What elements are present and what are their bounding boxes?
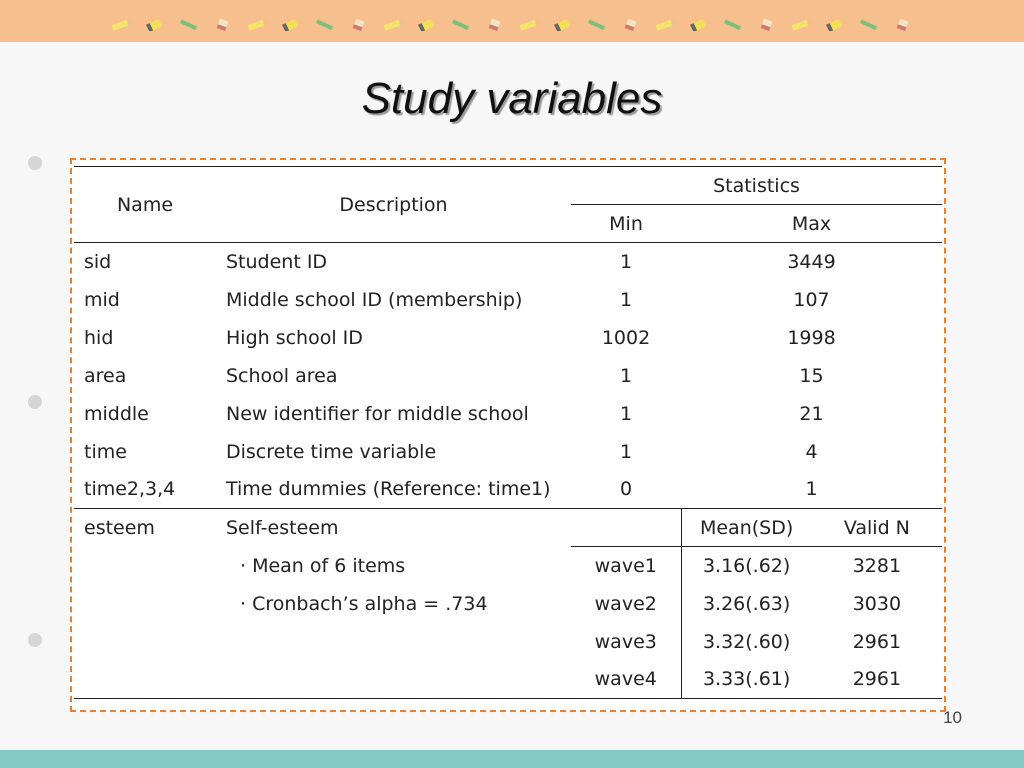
- page-number: 10: [943, 708, 962, 727]
- cell-mean-sd: 3.32(.60): [702, 630, 791, 653]
- table-row: [74, 281, 942, 319]
- header-name: Name: [116, 193, 174, 216]
- header-min: Min: [609, 212, 643, 235]
- pencil-icon: [789, 16, 813, 28]
- table-row: [74, 471, 942, 509]
- cell-valid-n: 3281: [852, 554, 902, 577]
- cell-description: Time dummies (Reference: time1): [226, 478, 551, 501]
- pencil-icon: [823, 16, 847, 28]
- pencil-icon: [891, 16, 915, 28]
- pencil-icon: [347, 16, 371, 28]
- pencil-icon: [449, 16, 473, 28]
- table-row: [74, 433, 942, 471]
- pencil-pattern: [109, 14, 915, 28]
- header-valid-n: Valid N: [843, 516, 910, 539]
- pencil-icon: [313, 16, 337, 28]
- wave-row: [74, 585, 942, 623]
- cell-max: 107: [793, 288, 830, 311]
- esteem-note: · Mean of 6 items: [240, 554, 406, 577]
- cell-max: 1: [805, 478, 818, 501]
- cell-mean-sd: 3.26(.63): [702, 592, 791, 615]
- cell-wave: wave4: [594, 668, 657, 691]
- pencil-icon: [279, 16, 303, 28]
- slide-title: Study variables: [361, 74, 663, 123]
- bullet-dot-icon: [28, 633, 42, 647]
- pencil-icon: [653, 16, 677, 28]
- pencil-icon: [687, 16, 711, 28]
- cell-min: 1: [619, 288, 633, 311]
- cell-description: Self-esteem: [226, 516, 339, 539]
- cell-wave: wave3: [594, 630, 657, 653]
- pencil-icon: [585, 16, 609, 28]
- pencil-icon: [517, 16, 541, 28]
- top-decorative-band: [0, 0, 1024, 42]
- esteem-header-row: [74, 509, 942, 547]
- cell-name: middle: [84, 402, 149, 425]
- cell-mean-sd: 3.33(.61): [702, 668, 791, 691]
- esteem-note: · Cronbach’s alpha = .734: [240, 592, 488, 615]
- cell-mean-sd: 3.16(.62): [702, 554, 791, 577]
- cell-name: hid: [84, 326, 114, 349]
- wave-row: [74, 547, 942, 585]
- cell-max: 1998: [787, 326, 836, 349]
- pencil-icon: [755, 16, 779, 28]
- bottom-decorative-band: [0, 750, 1024, 768]
- cell-description: Discrete time variable: [226, 440, 437, 463]
- cell-description: School area: [226, 364, 338, 387]
- cell-max: 15: [799, 364, 824, 387]
- pencil-icon: [483, 16, 507, 28]
- cell-max: 21: [799, 402, 824, 425]
- cell-name: esteem: [84, 516, 155, 539]
- cell-name: sid: [84, 250, 112, 273]
- pencil-icon: [143, 16, 167, 28]
- cell-min: 1002: [601, 326, 651, 349]
- cell-min: 1: [619, 440, 633, 463]
- cell-valid-n: 2961: [852, 668, 902, 691]
- pencil-icon: [619, 16, 643, 28]
- cell-max: 3449: [787, 250, 836, 273]
- pencil-icon: [551, 16, 575, 28]
- cell-valid-n: 2961: [852, 630, 902, 653]
- cell-name: time: [84, 440, 127, 463]
- cell-wave: wave2: [594, 592, 657, 615]
- cell-name: time2,3,4: [84, 478, 176, 501]
- pencil-icon: [721, 16, 745, 28]
- cell-min: 1: [619, 402, 633, 425]
- bullet-dot-icon: [28, 395, 42, 409]
- table-frame: [70, 158, 946, 712]
- cell-min: 0: [619, 478, 633, 501]
- cell-description: New identifier for middle school: [226, 402, 529, 425]
- table-row: [74, 395, 942, 433]
- cell-description: High school ID: [226, 326, 363, 349]
- cell-name: area: [84, 364, 127, 387]
- cell-name: mid: [84, 288, 120, 311]
- pencil-icon: [177, 16, 201, 28]
- cell-wave: wave1: [594, 554, 657, 577]
- header-description: Description: [339, 193, 448, 216]
- wave-row: [74, 623, 942, 661]
- header-statistics: Statistics: [571, 167, 942, 205]
- cell-min: 1: [619, 364, 633, 387]
- bullet-dot-icon: [28, 156, 42, 170]
- header-max: Max: [791, 212, 832, 235]
- wave-row: [74, 661, 942, 699]
- pencil-icon: [381, 16, 405, 28]
- cell-valid-n: 3030: [852, 592, 902, 615]
- pencil-icon: [857, 16, 881, 28]
- table-row: [74, 357, 942, 395]
- cell-max: 4: [805, 440, 818, 463]
- pencil-icon: [415, 16, 439, 28]
- table-row: [74, 319, 942, 357]
- cell-min: 1: [619, 250, 633, 273]
- study-variables-table: [74, 166, 942, 699]
- table-row: [74, 243, 942, 281]
- pencil-icon: [211, 16, 235, 28]
- header-mean-sd: Mean(SD): [699, 516, 794, 539]
- pencil-icon: [245, 16, 269, 28]
- pencil-icon: [109, 16, 133, 28]
- cell-description: Middle school ID (membership): [226, 288, 523, 311]
- cell-description: Student ID: [226, 250, 328, 273]
